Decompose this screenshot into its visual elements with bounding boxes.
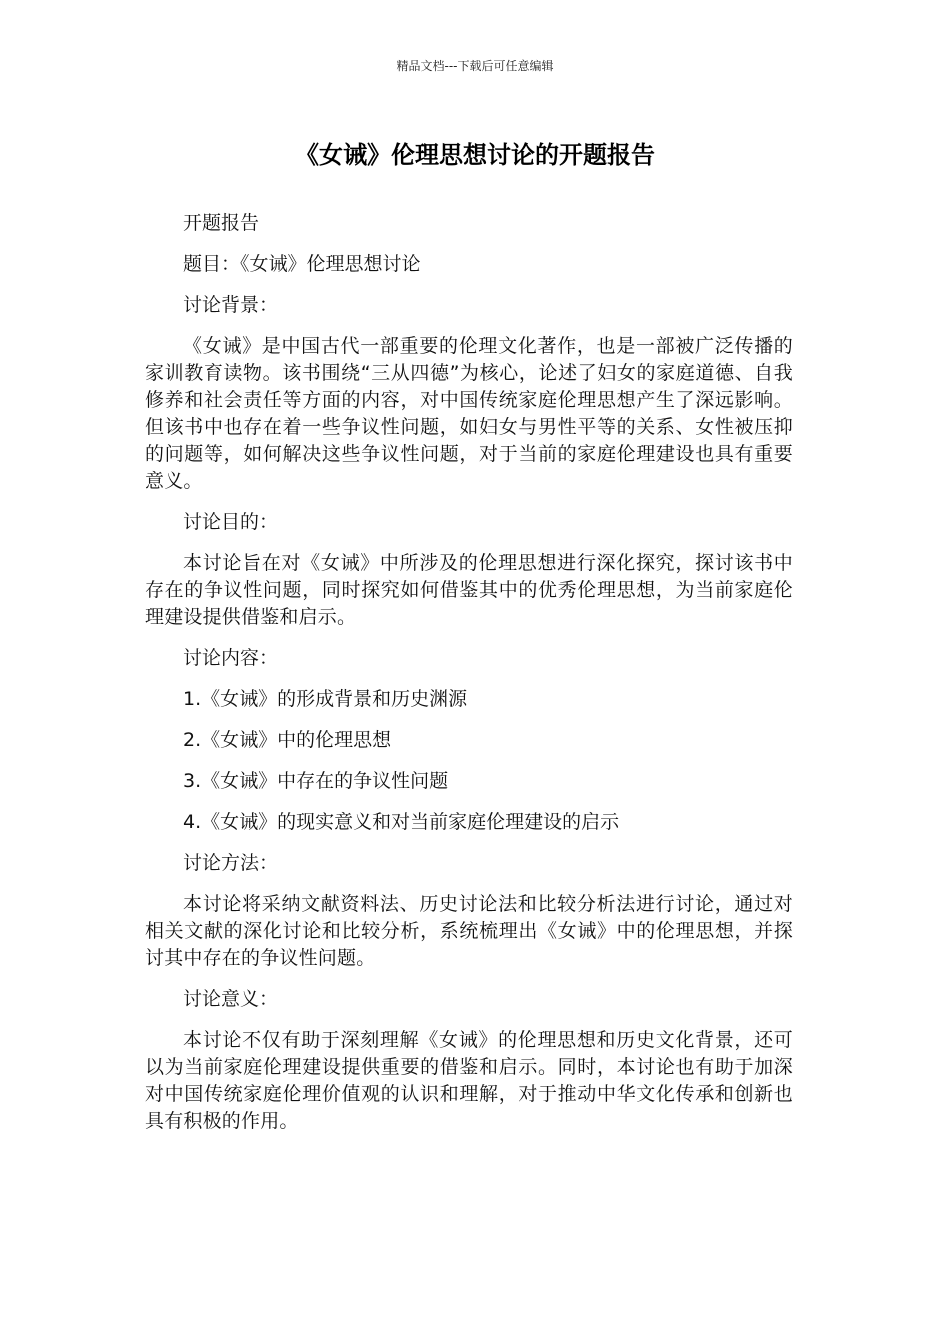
report-heading: 开题报告 [183,212,260,234]
content-list-item: 1.《女诫》的形成背景和历史渊源 [183,688,468,710]
significance-paragraph: 本讨论不仅有助于深刻理解《女诫》的伦理思想和历史文化背景，还可以为当前家庭伦理建设提供重要的借鉴和启示。同时，本讨论也有助于加深对中国传统家庭伦理价值观的认识和理解，对于推动中华文化传承和创新也具有积极的作用。 [145,1029,793,1132]
document-body [145,210,793,1149]
content-list-item: 3.《女诫》中存在的争议性问题 [183,770,449,792]
document-title: 《女诫》伦理思想讨论的开题报告 [295,141,655,169]
method-paragraph: 本讨论将采纳文献资料法、历史讨论法和比较分析法进行讨论，通过对相关文献的深化讨论和比较分析，系统梳理出《女诫》中的伦理思想，并探讨其中存在的争议性问题。 [145,893,793,969]
purpose-paragraph: 本讨论旨在对《女诫》中所涉及的伦理思想进行深化探究，探讨该书中存在的争议性问题，同时探究如何借鉴其中的优秀伦理思想，为当前家庭伦理建设提供借鉴和启示。 [145,552,793,628]
significance-label: 讨论意义： [183,988,279,1010]
topic-line: 题目：《女诫》伦理思想讨论 [183,253,421,275]
method-label: 讨论方法： [183,852,279,874]
background-paragraph: 《女诫》是中国古代一部重要的伦理文化著作，也是一部被广泛传播的家训教育读物。该书围绕“三从四德”为核心，论述了妇女的家庭道德、自我修养和社会责任等方面的内容，对中国传统家庭伦理思想产生了深远影响。但该书中也存在着一些争议性问题，如妇女与男性平等的关系、女性被压抑的问题等，如何解决这些争议性问题，对于当前的家庭伦理建设也具有重要意义。 [145,335,793,492]
background-label: 讨论背景： [183,294,279,316]
content-label: 讨论内容： [183,647,279,669]
purpose-label: 讨论目的： [183,511,279,533]
content-list-item: 2.《女诫》中的伦理思想 [183,729,392,751]
content-list-item: 4.《女诫》的现实意义和对当前家庭伦理建设的启示 [183,811,620,833]
page-header-watermark: 精品文档---下载后可任意编辑 [396,59,554,73]
